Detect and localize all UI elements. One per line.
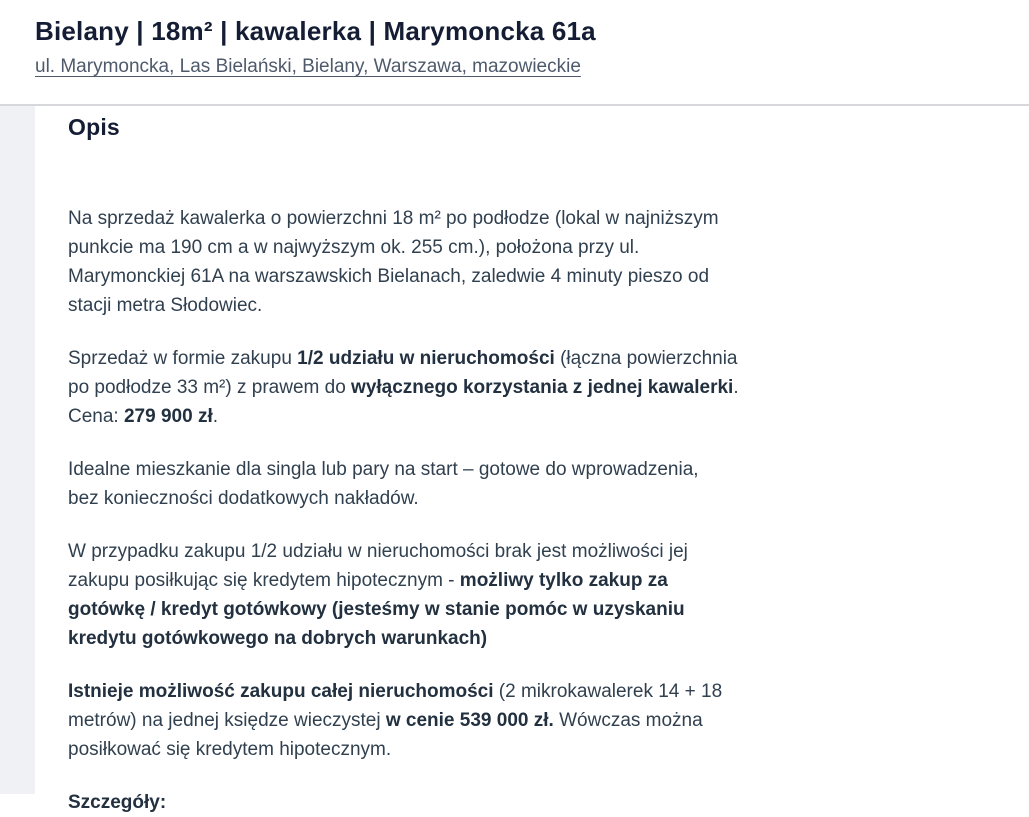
description-line: stacji metra Słodowiec. <box>68 295 263 316</box>
description-paragraph <box>68 537 999 653</box>
description-line: zakupu posiłkując się kredytem hipotecznym - możliwy tylko zakup za <box>68 570 668 591</box>
description-card <box>35 106 1029 813</box>
page-background-gutter <box>0 106 35 794</box>
description-line: bez konieczności dodatkowych nakładów. <box>68 488 419 509</box>
description-paragraph <box>68 344 999 431</box>
description-paragraph <box>68 788 999 817</box>
description-line: punkcie ma 190 cm a w najwyższym ok. 255 cm.), położona przy ul. <box>68 237 640 258</box>
description-paragraph <box>68 677 999 764</box>
listing-address-link[interactable]: ul. Marymoncka, Las Bielański, Bielany, Warszawa, mazowieckie <box>35 56 581 77</box>
description-section-heading: Opis <box>68 114 120 140</box>
description-line: posiłkować się kredytem hipotecznym. <box>68 739 392 760</box>
description-paragraph <box>68 204 999 320</box>
description-line: Na sprzedaż kawalerka o powierzchni 18 m² po podłodze (lokal w najniższym <box>68 208 719 229</box>
description-line: metrów) na jednej księdze wieczystej w cenie 539 000 zł. Wówczas można <box>68 710 703 731</box>
listing-title: Bielany | 18m² | kawalerka | Marymoncka 61a <box>35 16 596 46</box>
description-text <box>68 204 999 817</box>
description-line: kredytu gotówkowego na dobrych warunkach) <box>68 628 488 649</box>
description-line: Sprzedaż w formie zakupu 1/2 udziału w nieruchomości (łączna powierzchnia <box>68 348 738 369</box>
description-line: Istnieje możliwość zakupu całej nieruchomości (2 mikrokawalerek 14 + 18 <box>68 681 723 702</box>
description-line: Marymonckiej 61A na warszawskich Bielanach, zaledwie 4 minuty pieszo od <box>68 266 710 287</box>
description-line: gotówkę / kredyt gotówkowy (jesteśmy w stanie pomóc w uzyskaniu <box>68 599 685 620</box>
description-line: Cena: 279 900 zł. <box>68 406 219 427</box>
description-line: W przypadku zakupu 1/2 udziału w nieruchomości brak jest możliwości jej <box>68 541 688 562</box>
description-line: po podłodze 33 m²) z prawem do wyłącznego korzystania z jednej kawalerki. <box>68 377 739 398</box>
listing-header <box>0 0 1029 106</box>
content-row <box>0 106 1029 813</box>
description-line: Szczegóły: <box>68 792 167 813</box>
description-paragraph <box>68 455 999 513</box>
description-line: Idealne mieszkanie dla singla lub pary na start – gotowe do wprowadzenia, <box>68 459 699 480</box>
